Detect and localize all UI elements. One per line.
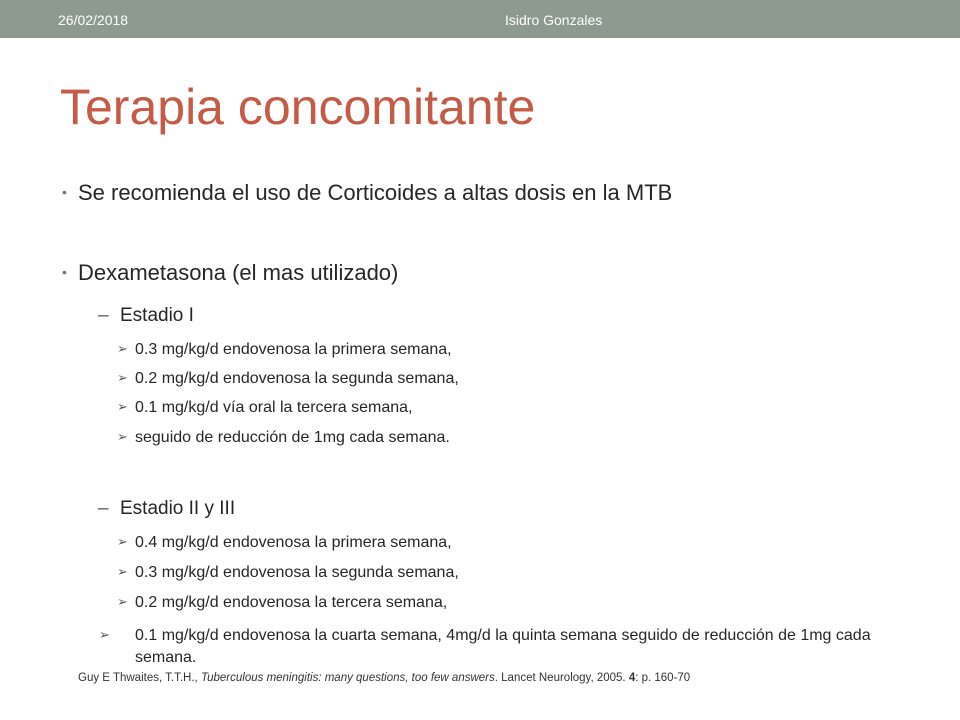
arrow-bullet-icon: ➢ [117, 564, 128, 579]
dash-icon: – [98, 498, 109, 519]
list-item [117, 399, 412, 417]
arrow-bullet-icon: ➢ [117, 429, 128, 444]
list-item-text: 0.2 mg/kg/d endovenosa la tercera semana, [135, 594, 448, 611]
list-item [117, 370, 459, 388]
arrow-bullet-icon: ➢ [117, 370, 128, 385]
bullet-item [62, 180, 672, 206]
arrow-bullet-icon: ➢ [117, 594, 128, 609]
sub-bullet-stage-1 [98, 305, 194, 327]
list-item-text: 0.4 mg/kg/d endovenosa la primera semana, [135, 534, 452, 551]
header-author: Isidro Gonzales [505, 12, 603, 28]
stage-label: Estadio II y III [120, 498, 236, 519]
arrow-bullet-icon: ➢ [99, 627, 110, 642]
citation-authors: Guy E Thwaites, T.T.H., [78, 672, 201, 684]
slide-title: Terapia concomitante [60, 79, 536, 135]
bullet-text: Dexametasona (el mas utilizado) [78, 260, 399, 285]
bullet-text: Se recomienda el uso de Corticoides a altas dosis en la MTB [78, 180, 673, 205]
list-item-text: 0.3 mg/kg/d endovenosa la segunda semana, [135, 564, 459, 581]
sub-bullet-stage-2 [98, 498, 235, 520]
arrow-bullet-icon: ➢ [117, 399, 128, 414]
arrow-bullet-icon: ➢ [117, 341, 128, 356]
citation-volume: 4 [628, 672, 636, 684]
slide-header-bar [0, 0, 960, 38]
citation-title: Tuberculous meningitis: many questions, too few answers [200, 672, 495, 684]
citation-footnote [78, 672, 690, 684]
bullet-dot-icon: • [62, 184, 67, 200]
list-item [117, 429, 450, 447]
dash-icon: – [98, 305, 109, 326]
list-item-text: seguido de reducción de 1mg cada semana. [135, 429, 450, 446]
list-item [117, 564, 459, 582]
bullet-item [62, 260, 398, 286]
list-item-text: 0.1 mg/kg/d endovenosa la cuarta semana, 4mg/d la quinta semana seguido de reducción de 1mg cada semana. [135, 627, 871, 666]
header-date: 26/02/2018 [58, 12, 129, 28]
stage-label: Estadio I [120, 305, 194, 326]
list-item-text: 0.2 mg/kg/d endovenosa la segunda semana, [135, 370, 459, 387]
list-item [117, 341, 452, 359]
bullet-dot-icon: • [62, 264, 67, 280]
list-item-text: 0.3 mg/kg/d endovenosa la primera semana, [135, 341, 452, 358]
list-item [117, 534, 452, 552]
citation-journal: . Lancet Neurology, 2005. [494, 672, 629, 684]
arrow-bullet-icon: ➢ [117, 534, 128, 549]
list-item [117, 594, 447, 612]
list-item [99, 624, 925, 669]
list-item-text: 0.1 mg/kg/d vía oral la tercera semana, [135, 399, 413, 416]
citation-pages: : p. 160-70 [635, 672, 691, 684]
